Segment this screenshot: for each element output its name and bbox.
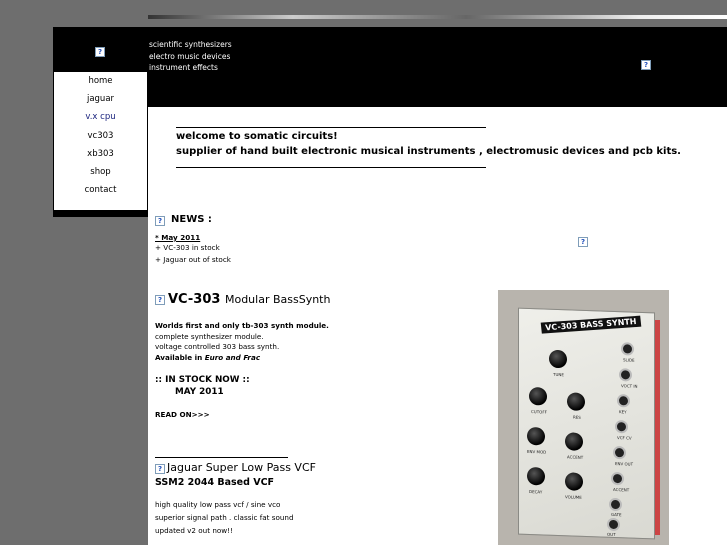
jaguar-heading — [155, 461, 485, 474]
news-date: * May 2011 — [155, 233, 201, 242]
tagline-2: electro music devices — [149, 51, 231, 61]
nav-menu — [54, 72, 147, 210]
news-item: + Jaguar out of stock — [155, 255, 231, 264]
jack — [609, 498, 622, 511]
broken-image-icon: ? — [155, 295, 165, 305]
nav-item-vc303[interactable]: vc303 — [87, 130, 114, 141]
knob — [527, 467, 545, 486]
knob-label: ACCENT — [567, 454, 584, 460]
sidebar-nav — [53, 27, 148, 217]
welcome-subheading: supplier of hand built electronic musical instruments , electromusic devices and pcb kits. — [176, 145, 681, 157]
jaguar-desc-line: superior signal path . classic fat sound — [155, 513, 294, 522]
stock-date: MAY 2011 — [175, 386, 224, 397]
availability-prefix: Available in — [155, 352, 205, 362]
jack-label: ENV OUT — [615, 460, 634, 467]
knob-label: VOLUME — [565, 494, 582, 500]
knob-label: CUTOFF — [531, 409, 547, 415]
divider — [176, 167, 486, 168]
jack-label: VCF CV — [617, 435, 632, 441]
header-tagline — [149, 39, 232, 74]
vc303-desc-line: voltage controlled 303 bass synth. — [155, 342, 280, 351]
broken-image-icon: ? — [155, 216, 165, 226]
broken-image-icon: ? — [95, 47, 105, 57]
nav-item-xb303[interactable]: xb303 — [87, 148, 114, 159]
jack-label: VOCT IN — [621, 383, 638, 389]
vc303-stock — [155, 375, 485, 398]
jack-label: GATE — [611, 511, 622, 518]
jack-label: KEY — [619, 409, 627, 415]
knob — [565, 432, 583, 451]
jaguar-desc-line: high quality low pass vcf / sine vco — [155, 500, 281, 509]
jaguar-desc-line: updated v2 out now!! — [155, 526, 233, 535]
vc303-availability — [155, 353, 485, 364]
jaguar-subtitle: SSM2 2044 Based VCF — [155, 477, 275, 488]
stock-status: :: IN STOCK NOW :: — [155, 375, 250, 385]
broken-image-icon: ? — [641, 60, 651, 70]
availability-formats: Euro and Frac — [204, 352, 261, 362]
vc303-title: VC-303 — [168, 292, 221, 307]
knob — [565, 472, 583, 491]
jack — [611, 472, 624, 485]
divider — [155, 457, 288, 458]
knob-label: RES — [573, 414, 581, 420]
jaguar-section — [155, 461, 485, 537]
news-title-text: NEWS : — [171, 214, 212, 225]
module-label: VC-303 BASS SYNTH — [541, 316, 641, 334]
header-banner — [148, 27, 727, 107]
jack — [617, 394, 630, 407]
jack-label: OUT — [607, 531, 616, 538]
news-section — [155, 214, 231, 266]
knob — [527, 427, 545, 446]
main-content — [148, 107, 727, 545]
vc303-subtitle: Modular BassSynth — [224, 293, 331, 306]
tagline-1: scientific synthesizers — [149, 40, 232, 49]
nav-item-vx-cpu[interactable]: v.x cpu — [85, 112, 116, 123]
knob-label: ENV MOD — [527, 448, 547, 455]
nav-item-shop[interactable]: shop — [90, 166, 111, 177]
jack-label: ACCENT — [613, 486, 630, 493]
vc303-section — [155, 292, 485, 458]
vc303-desc-line: complete synthesizer module. — [155, 331, 264, 341]
nav-item-jaguar[interactable]: jaguar — [86, 94, 115, 105]
jack — [619, 368, 632, 381]
knob — [567, 392, 585, 411]
news-title — [155, 214, 231, 226]
vc303-heading — [155, 292, 485, 307]
welcome-heading: welcome to somatic circuits! — [176, 131, 338, 142]
broken-image-icon: ? — [578, 237, 588, 247]
news-item: + VC-303 in stock — [155, 243, 220, 252]
jack — [607, 518, 620, 531]
jack-label: SLIDE — [623, 357, 635, 363]
jack — [621, 342, 634, 355]
knob-label: TUNE — [553, 371, 564, 378]
jaguar-title: Jaguar Super Low Pass VCF — [167, 461, 316, 474]
module-faceplate — [518, 308, 655, 540]
tagline-3: instrument effects — [149, 63, 218, 72]
nav-item-contact[interactable]: contact — [84, 185, 117, 196]
vc303-description — [155, 321, 485, 363]
vc303-desc-bold: Worlds first and only tb-303 synth module. — [155, 321, 329, 330]
knob — [549, 350, 567, 369]
read-on-link[interactable]: READ ON>>> — [155, 410, 210, 419]
knob — [529, 387, 547, 406]
jaguar-description — [155, 498, 485, 537]
jack — [613, 446, 626, 459]
broken-image-icon: ? — [155, 464, 165, 474]
knob-label: DECAY — [529, 488, 543, 495]
vc303-module-photo — [498, 290, 669, 545]
nav-item-home[interactable]: home — [88, 76, 113, 86]
top-gradient-bar — [148, 15, 727, 19]
welcome-block — [176, 127, 681, 168]
logo — [53, 36, 148, 72]
jack — [615, 420, 628, 433]
